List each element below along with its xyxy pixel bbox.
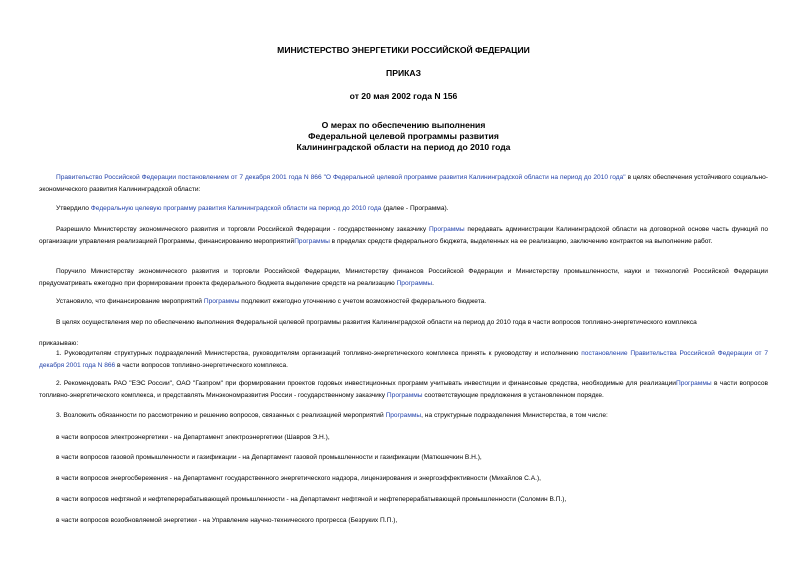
paragraph-preamble: Правительство Российской Федерации постановлением от 7 декабря 2001 года N 866 "О Федеральной целевой программе развития Калининградской области на период до 2010 года" в целях обеспечения устойчивого социально-экономического развития Калининградской области:	[39, 174, 768, 193]
paragraph-instructed: Поручило Министерству экономического развития и торговли Российской Федерации, Министерству финансов Российской Федерации и Министерству промышленности, науки и технологий Российской Федерации предусматривать ежегодно при формировании проекта федерального бюджета выделение средств на реализацию Программы.	[39, 268, 768, 287]
document-title-line-1: О мерах по обеспечению выполнения	[321, 120, 486, 130]
paragraph-purpose: В целях осуществления мер по обеспечению выполнения Федеральной целевой программы развития Калининградской области на период до 2010 года в части вопросов топливно-энергетического комплекса	[56, 319, 697, 326]
link-resolution-866[interactable]: постановление Правительства Российской Федерации от 7 декабря 2001 года N 866	[39, 350, 768, 369]
order-item-1: 1. Руководителям структурных подразделений Министерства, руководителям организаций топливно-энергетического комплекса принять к руководству и исполнению постановление Правительства Российской Федерации от 7 декабря 2001 года N 866 в части вопросов топливно-энергетического комплекса.	[39, 350, 768, 369]
list-item-gas-industry: в части вопросов газовой промышленности и газификации - на Департамент газовой промышленности и газификации (Матюшечкин В.Н.),	[56, 454, 482, 461]
link-program[interactable]: Программы	[428, 226, 465, 233]
link-federal-program[interactable]: Федеральную целевую программу развития Калининградской области на период до 2010 года	[90, 205, 382, 212]
document-type: ПРИКАЗ	[386, 68, 421, 78]
list-item-renewable-energy: в части вопросов возобновляемой энергетики - на Управление научно-технического прогресса (Безруких П.П.),	[56, 517, 398, 524]
document-title-line-3: Калининградской области на период до 2010 года	[296, 142, 511, 152]
paragraph-established: Установило, что финансирование мероприятий Программы подлежит ежегодно уточнению с учетом возможностей федерального бюджета.	[56, 298, 487, 305]
link-program[interactable]: Программы	[386, 391, 423, 399]
link-program[interactable]: Программы	[675, 380, 712, 387]
link-program[interactable]: Программы	[203, 298, 240, 305]
link-program[interactable]: Программы	[294, 237, 330, 245]
document-title-line-2: Федеральной целевой программы развития	[308, 131, 499, 141]
link-resolution-866[interactable]: постановлением от 7 декабря 2001 года N 866 "О Федеральной целевой программе развития Калининградской области на период до 2010 года"	[178, 174, 626, 181]
order-item-2: 2. Рекомендовать РАО "ЕЭС России", ОАО "Газпром" при формировании проектов годовых инвестиционных программ учитывать инвестиции и финансовые средства, необходимые для реализацииПрограммы в части вопросов топливно-энергетического комплекса, и представлять Минэкономразвития России - государственному заказчику Программы соответствующие предложения в установленном порядке.	[39, 380, 768, 399]
link-government[interactable]: Правительство Российской Федерации	[56, 174, 177, 181]
order-item-3: 3. Возложить обязанности по рассмотрению и решению вопросов, связанных с реализацией мероприятий Программы, на структурные подразделения Министерства, в том числе:	[56, 412, 608, 419]
paragraph-permitted: Разрешило Министерству экономического развития и торговли Российской Федерации - государственному заказчику Программы передавать администрации Калининградской области на договорной основе часть функций по организации управления реализацией Программы, финансированию мероприятийПрограммы в пределах средств федерального бюджета, выделенных на ее реализацию, заключению контрактов на выполнение работ.	[39, 226, 768, 245]
paragraph-approved: Утвердило Федеральную целевую программу развития Калининградской области на период до 2010 года (далее - Программа).	[56, 205, 449, 212]
ministry-heading: МИНИСТЕРСТВО ЭНЕРГЕТИКИ РОССИЙСКОЙ ФЕДЕРАЦИИ	[277, 45, 530, 55]
list-item-energy-saving: в части вопросов энергосбережения - на Департамент государственного энергетического надзора, лицензирования и энергоэффективности (Михайлов С.А.),	[56, 475, 542, 482]
link-program[interactable]: Программы	[396, 279, 433, 287]
list-item-electric-power: в части вопросов электроэнергетики - на Департамент электроэнергетики (Шавров Э.Н.),	[56, 434, 330, 441]
list-item-oil-industry: в части вопросов нефтяной и нефтеперерабатывающей промышленности - на Департамент нефтяной и нефтеперерабатывающей промышленности (Соломин В.П.),	[56, 496, 567, 503]
document-date-number: от 20 мая 2002 года N 156	[349, 91, 458, 101]
link-program[interactable]: Программы	[385, 412, 422, 419]
paragraph-order: приказываю:	[39, 340, 79, 347]
